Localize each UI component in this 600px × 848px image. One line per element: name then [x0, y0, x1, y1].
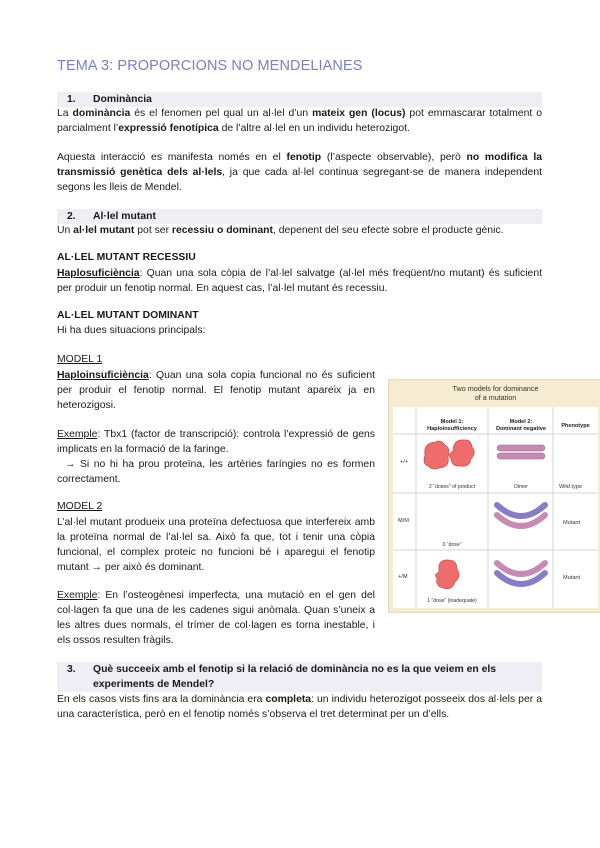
- section-number: 1.: [67, 94, 76, 105]
- dominant-heading: AL·LEL MUTANT DOMINANT: [57, 310, 199, 321]
- column-model-2: Model 2: Dominant negative: [495, 419, 547, 432]
- dominance-models-figure: [388, 379, 600, 613]
- paragraph-haploinsuficiencia: Haploinsuficiència: Quan una sola copia funcional no és suficient per produir el fenotip normal. El fenotip mutant apareix ja en heterozigosi.: [57, 370, 375, 411]
- row-label-mm: M/M: [398, 518, 409, 524]
- caption-zero-dose: 0 “dose”: [442, 542, 462, 548]
- page-title: TEMA 3: PROPORCIONS NO MENDELIANES: [57, 58, 363, 74]
- mutant-dimer-icon: [497, 505, 545, 526]
- row-label-wild: +/+: [400, 459, 409, 465]
- caption-dimer: Dimer: [514, 484, 528, 490]
- section-number: 2.: [67, 211, 76, 222]
- caption-two-doses: 2 “doses” of product: [428, 484, 476, 490]
- paragraph-dominancia-completa: En els casos vists fins ara la dominància era completa: un individu heterozigot posseeix dos al·lels per a una característica, però en el fenotip només s’observa el tret determinat per un d’ells.: [57, 694, 542, 720]
- row-label-heterozygote: +/M: [398, 574, 408, 580]
- paragraph-haplosuficiencia: Haplosuficiència: Quan una sola còpia de l’al·lel salvatge (al·lel més freqüent/no mutant) és suficient per produir un fenotip normal. En aquest cas, l’al·lel mutant és recessiu.: [57, 268, 542, 294]
- section-2-heading: [57, 209, 542, 224]
- paragraph-dominancia: La dominància és el fenomen pel qual un al·lel d’un mateix gen (locus) pot emmascarar totalment o parcialment l’expressió fenotípica de l’altre al·lel en un individu heterozigot.: [57, 108, 542, 134]
- paragraph-fenotip: Aquesta interacció es manifesta només en el fenotip (l’aspecte observable), però no modifica la transmissió genètica dels al·lels, ja que cada al·lel continua segregant-se de manera independent segons les lleis de Mendel.: [57, 152, 542, 193]
- figure-title: Two models for dominance of a mutation: [452, 384, 539, 402]
- paragraph-dominant-negative: L’al·lel mutant produeix una proteïna defectuosa que interfereix amb la proteïna normal de l’al·lel sa. Això fa que, tot i tenir una còpia funcional, el complex proteic no funcioni bé i aparegui el fenotip mutant → per això és dominant.: [57, 517, 375, 573]
- caption-one-dose: 1 “dose” (inadequate): [427, 598, 477, 604]
- section-title: Al·lel mutant: [93, 211, 156, 222]
- model-2-title: MODEL 2: [57, 501, 103, 512]
- phenotype-mutant-2: Mutant: [563, 575, 581, 581]
- column-model-1: Model 1: Haploinsufficiency: [427, 419, 477, 432]
- phenotype-wild-type: Wild type: [559, 484, 583, 490]
- section-title: Dominància: [93, 94, 152, 105]
- phenotype-mutant-1: Mutant: [563, 520, 581, 526]
- mixed-dimer-icon: [497, 563, 545, 584]
- example-osteogenesi: Exemple: En l’osteogènesi imperfecta, una mutació en el gen del col·lagen fa que una de les cadenes sigui anòmala. Quan s’uneix a les altres dues normals, el trímer de col·lagen es torna inestable, i els ossos resulten fràgils.: [57, 590, 375, 646]
- enzyme-blob-icon: [424, 440, 474, 469]
- column-phenotype: Phenotype: [561, 423, 590, 429]
- figure-table: [393, 407, 598, 608]
- model-1-title: MODEL 1: [57, 354, 103, 365]
- example-tbx1-consequence: → Si no hi ha prou proteïna, les artèries faríngies no es formen correctament.: [57, 459, 375, 485]
- dominant-intro: Hi ha dues situacions principals:: [57, 325, 206, 336]
- single-enzyme-icon: [435, 560, 459, 589]
- section-title: Què succeeix amb el fenotip si la relació de dominància no es la que veiem en els experiments de Mendel?: [93, 664, 497, 690]
- section-number: 3.: [67, 664, 76, 675]
- section-3-heading: [57, 662, 542, 692]
- section-1-heading: [57, 92, 542, 107]
- dimer-rods-icon: [497, 445, 545, 459]
- paragraph-allel-mutant: Un al·lel mutant pot ser recessiu o dominant, depenent del seu efecte sobre el producte gènic.: [57, 225, 504, 236]
- recessive-heading: AL·LEL MUTANT RECESSIU: [57, 252, 196, 263]
- example-tbx1: Exemple: Tbx1 (factor de transcripció): controla l’expressió de gens implicats en la formació de la faringe.: [57, 429, 375, 455]
